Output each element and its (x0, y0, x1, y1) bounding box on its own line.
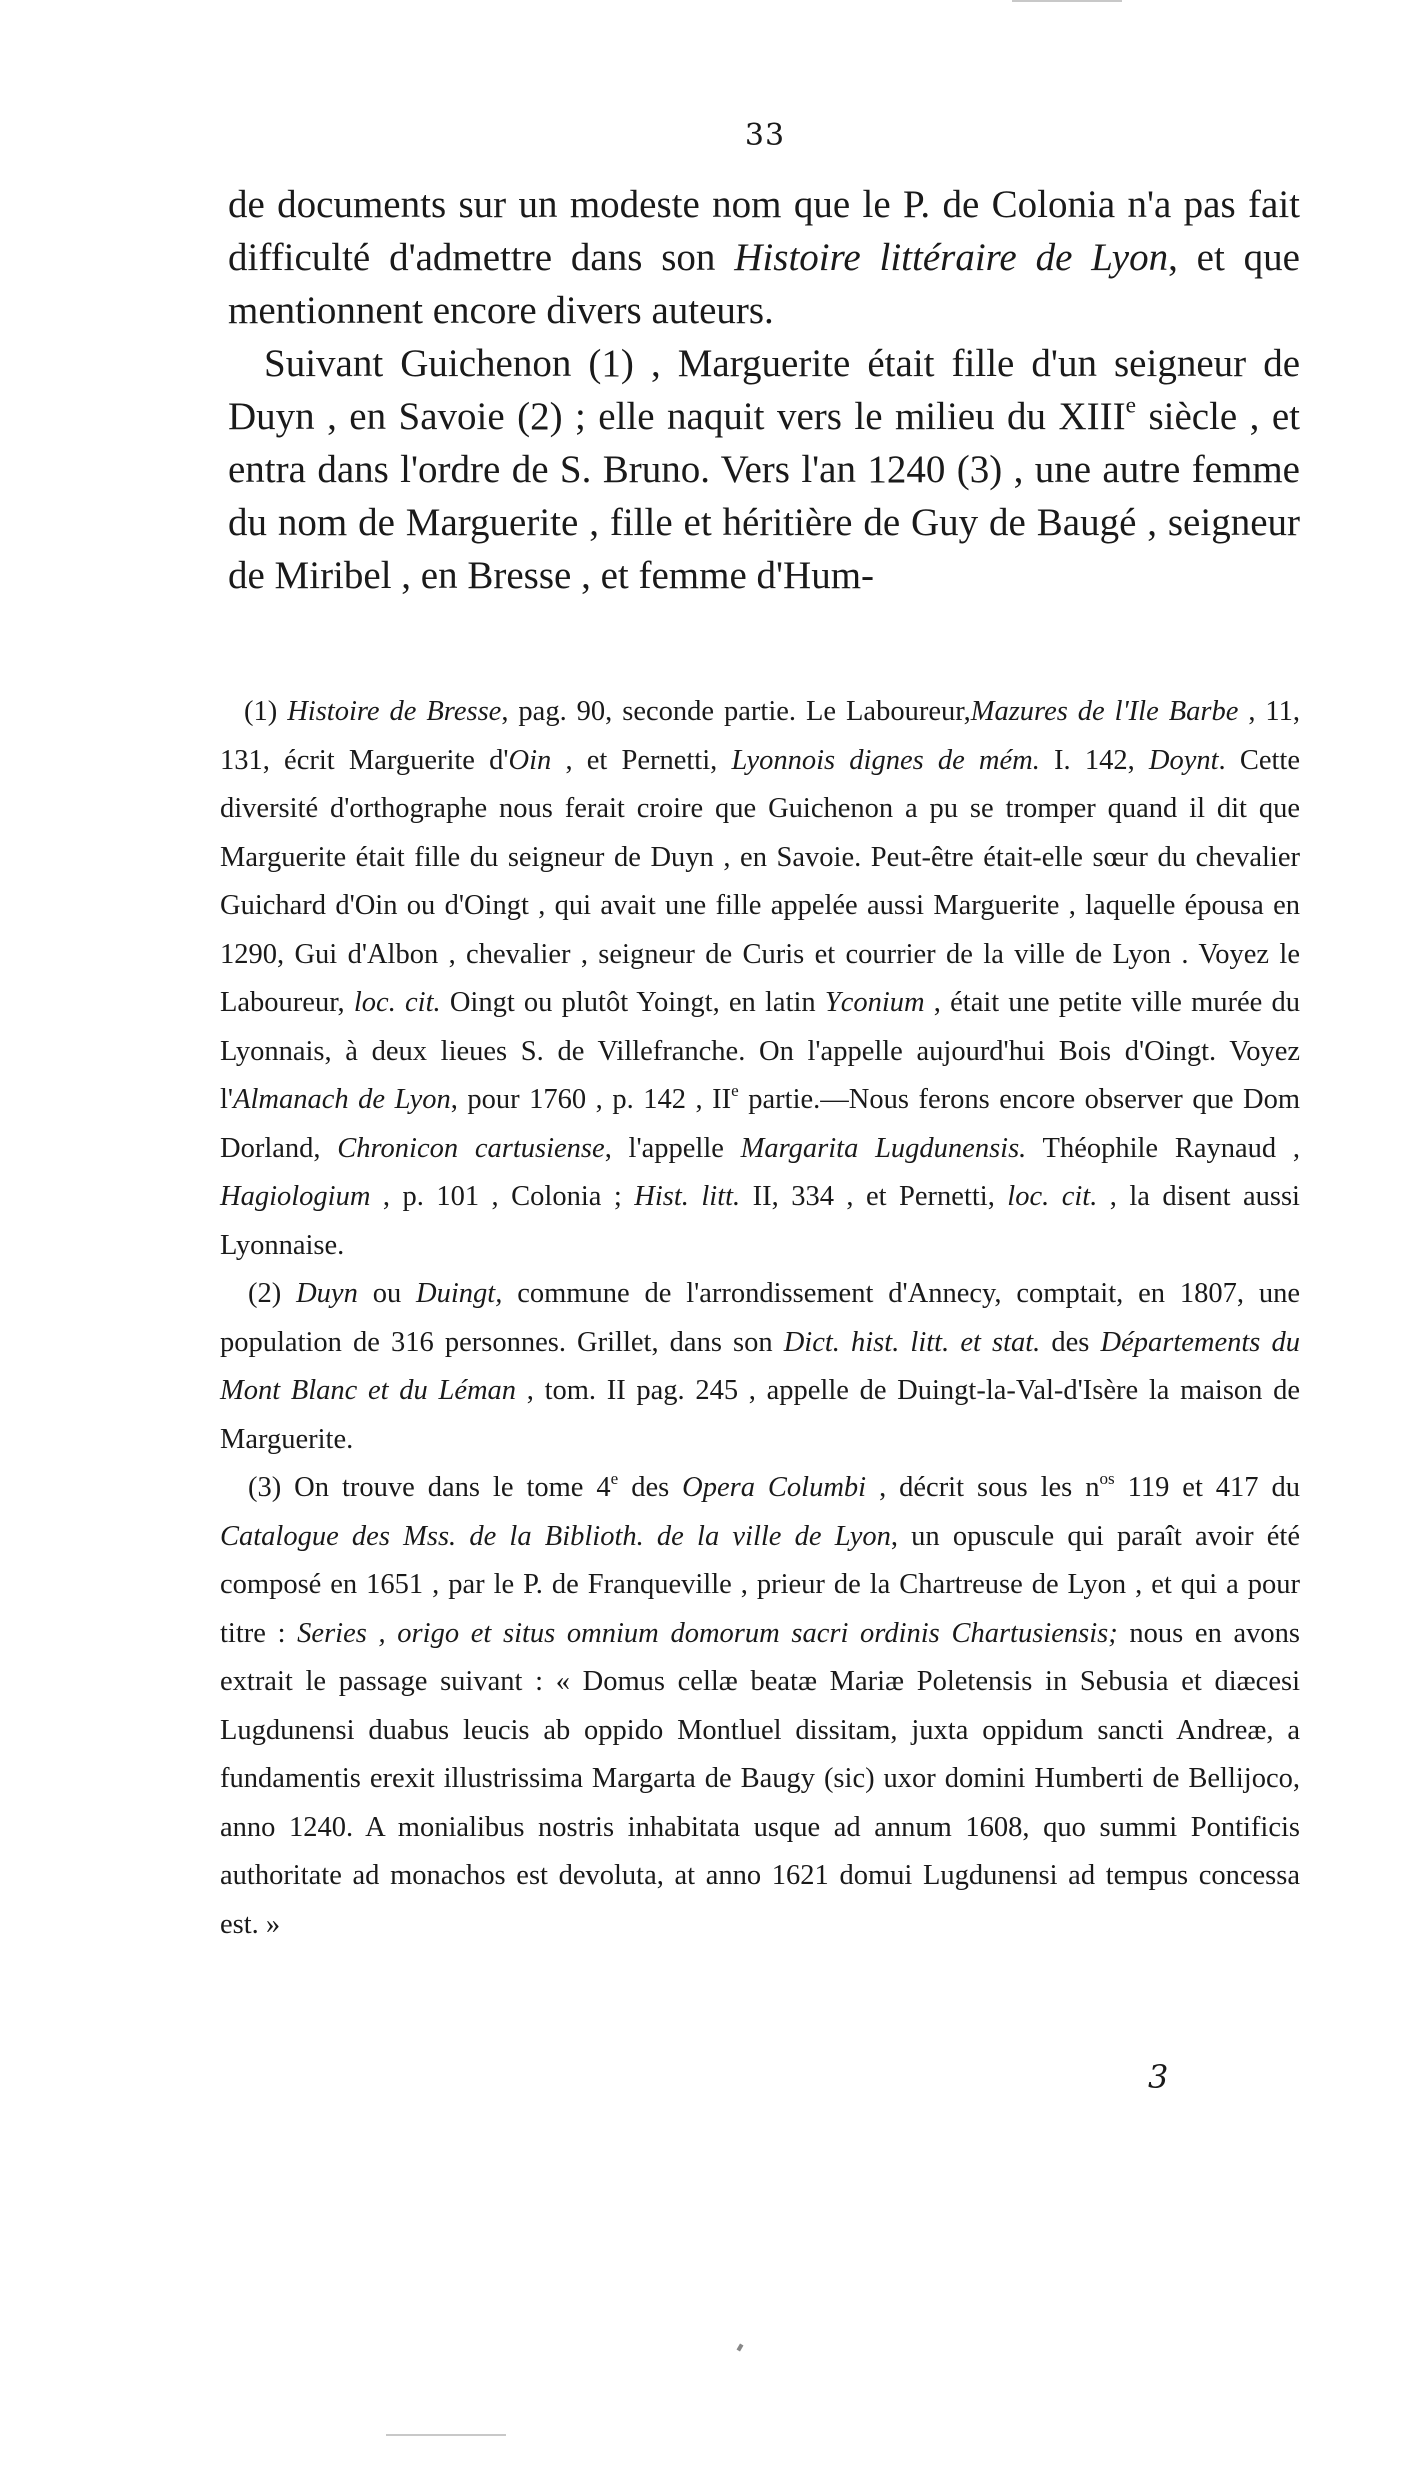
paragraph-2: Suivant Guichenon (1) , Marguerite était fille d'un seigneur de Duyn , en Savoie (2) ; elle naquit vers le milieu du XIIIe siècle , et entra dans l'ordre de S. Bruno. Vers l'an 1240 (3) , une autre femme du nom de Marguerite , fille et héritière de Guy de Baugé , seigneur de Miribel , en Bresse , et femme d'Hum- (228, 342, 1300, 597)
footnote-3: (3) On trouve dans le tome 4e des Opera Columbi , décrit sous les $n^{os}$ 119 et 417 du Catalogue des Mss. de la Biblioth. de la ville de Lyon, un opuscule qui paraît avoir été composé en 1651 , par le P. de Franqueville , prieur de la Chartreuse de Lyon , et qui a pour titre : Series , origo et situs omnium domorum sacri ordinis Chartusiensis; nous en avons extrait le passage suivant : « Domus cellæ beatæ Mariæ Poletensis in Sebusia et diæcesi Lugdunensi duabus leucis ab oppido Montluel dissitam, juxta oppidum sancti Andreæ, a fundamentis erexit illustrissima Margarta de Baugy (sic) uxor domini Humberti de Bellijoco, anno 1240. A monialibus nostris inhabitata usque ad annum 1608, quo summi Pontificis authoritate ad monachos est devoluta, at anno 1621 domui Lugdunensi ad tempus concessa est. » (220, 1469, 1301, 1940)
footnote-2: (2) Duyn ou Duingt, commune de l'arrondissement d'Annecy, comptait, en 1807, une population de 316 personnes. Grillet, dans son Dict. hist. litt. et stat. des Départements du Mont Blanc et du Léman , tom. II pag. 245 , appelle de Duingt-la-Val-d'Isère la maison de Marguerite. (220, 1278, 1301, 1455)
signature-mark: 3 (1148, 2058, 1169, 2096)
book-title: Histoire littéraire de Lyon (734, 236, 1169, 279)
main-text (228, 178, 1300, 602)
scan-speck (737, 2343, 744, 2351)
paragraph-1: de documents sur un modeste nom que le P. de Colonia n'a pas fait difficulté d'admettre dans son Histoire littéraire de Lyon, et que mentionnent encore divers auteurs. (228, 183, 1300, 332)
scan-edge-rule-bottom (386, 2434, 506, 2436)
page-number: 33 (744, 118, 786, 153)
footnote-1: (1) Histoire de Bresse, pag. 90, seconde partie. Le Laboureur,Mazures de l'Ile Barbe , 11, 131, écrit Marguerite d'Oin , et Pernetti, Lyonnois dignes de mém. I. 142, Doynt. Cette diversité d'orthographe nous ferait croire que Guichenon a pu se tromper quand il dit que Marguerite était fille du seigneur de Duyn , en Savoie. Peut-être était-elle sœur du chevalier Guichard d'Oin ou d'Oingt , qui avait une fille appelée aussi Marguerite , laquelle épousa en 1290, Gui d'Albon , chevalier , seigneur de Curis et courrier de la ville de Lyon . Voyez le Laboureur, loc. cit. Oingt ou plutôt Yoingt, en latin Yconium , était une petite ville murée du Lyonnais, à deux lieues S. de Villefranche. On l'appelle aujourd'hui Bois d'Oingt. Voyez l'Almanach de Lyon, pour 1760 , p. 142 , IIe partie.—Nous ferons encore observer que Dom Dorland, Chronicon cartusiense, l'appelle Margarita Lugdunensis. Théophile Raynaud , Hagiologium , p. 101 , Colonia ; Hist. litt. II, 334 , et Pernetti, loc. cit. , la disent aussi Lyonnaise. (220, 696, 1301, 1261)
footnotes (220, 688, 1300, 1949)
scan-edge-rule (1012, 0, 1122, 2)
